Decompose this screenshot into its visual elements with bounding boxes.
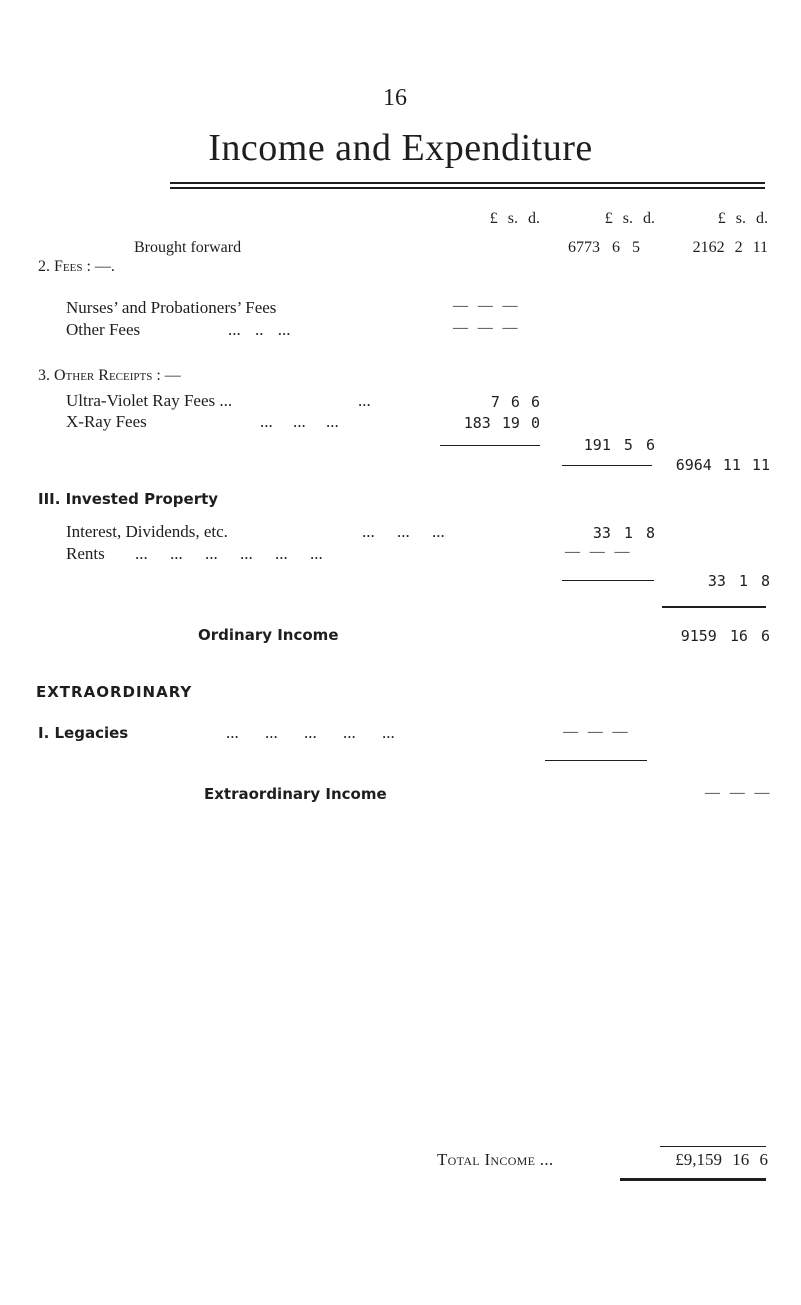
other-receipts-rule-2 bbox=[562, 465, 652, 466]
interest-col2: 33 1 8 bbox=[592, 524, 655, 542]
xray-fees-dots: ... ... ... bbox=[260, 412, 339, 431]
other-receipts-subtotal-col3: 6964 11 11 bbox=[675, 456, 770, 474]
total-income-label: Total Income ... bbox=[437, 1150, 554, 1169]
legacies-dots: ... ... ... ... ... bbox=[226, 723, 395, 742]
xray-fees-col1: 183 19 0 bbox=[463, 414, 540, 432]
extraordinary-income-value: — — — bbox=[705, 785, 773, 801]
interest-label: Interest, Dividends, etc. bbox=[66, 522, 228, 541]
ordinary-income-label: Ordinary Income bbox=[198, 626, 339, 644]
total-income-rule-bottom bbox=[620, 1178, 766, 1181]
ordinary-income-value: 9159 16 6 bbox=[680, 627, 770, 645]
invested-property-rule bbox=[562, 580, 654, 581]
brought-forward-col3: 2162 2 11 bbox=[692, 239, 768, 256]
other-fees-label: Other Fees bbox=[66, 320, 141, 339]
uv-fees-col1: 7 6 6 bbox=[490, 393, 540, 411]
other-receipts-rule-1 bbox=[440, 445, 540, 446]
nurses-fees-col1: — — — bbox=[453, 298, 521, 314]
legacies-label: I. Legacies bbox=[38, 724, 129, 742]
brought-forward-col2: 6773 6 5 bbox=[568, 239, 640, 256]
title-rule-top bbox=[170, 182, 765, 184]
extraordinary-rule bbox=[545, 760, 647, 761]
page-number: 16 bbox=[383, 85, 407, 111]
rents-dots: ... ... ... ... ... ... bbox=[135, 544, 323, 563]
other-receipts-subtotal-col2: 191 5 6 bbox=[583, 436, 655, 454]
other-fees-dots: ... .. ... bbox=[228, 320, 291, 339]
extraordinary-income-label: Extraordinary Income bbox=[204, 785, 387, 803]
uv-fees-dots: ... bbox=[358, 391, 371, 410]
uv-fees-label: Ultra-Violet Ray Fees ... bbox=[66, 391, 233, 410]
nurses-fees-label: Nurses’ and Probationers’ Fees bbox=[66, 298, 277, 317]
total-income-value: £9,159 16 6 bbox=[675, 1150, 768, 1169]
rents-col2: — — — bbox=[565, 544, 633, 560]
column-header-1: £ s. d. bbox=[489, 210, 540, 227]
invested-property-heading: III. Invested Property bbox=[38, 490, 219, 508]
invested-property-subtotal-col3: 33 1 8 bbox=[707, 572, 770, 590]
fees-heading: 2. Fees : —. bbox=[38, 258, 115, 275]
xray-fees-label: X-Ray Fees bbox=[66, 412, 147, 431]
extraordinary-heading: EXTRAORDINARY bbox=[36, 683, 193, 701]
legacies-col2: — — — bbox=[563, 724, 631, 740]
rents-label: Rents bbox=[66, 544, 105, 563]
title-rule-bottom bbox=[170, 187, 765, 189]
total-income-rule-top bbox=[660, 1146, 766, 1147]
brought-forward-label: Brought forward bbox=[134, 239, 242, 256]
interest-dots: ... ... ... bbox=[362, 522, 445, 541]
ordinary-income-rule bbox=[662, 606, 766, 608]
other-fees-col1: — — — bbox=[453, 320, 521, 336]
other-receipts-heading: 3. Other Receipts : — bbox=[38, 367, 181, 384]
column-header-3: £ s. d. bbox=[717, 210, 768, 227]
column-header-2: £ s. d. bbox=[604, 210, 655, 227]
page-title: Income and Expenditure bbox=[208, 127, 593, 169]
